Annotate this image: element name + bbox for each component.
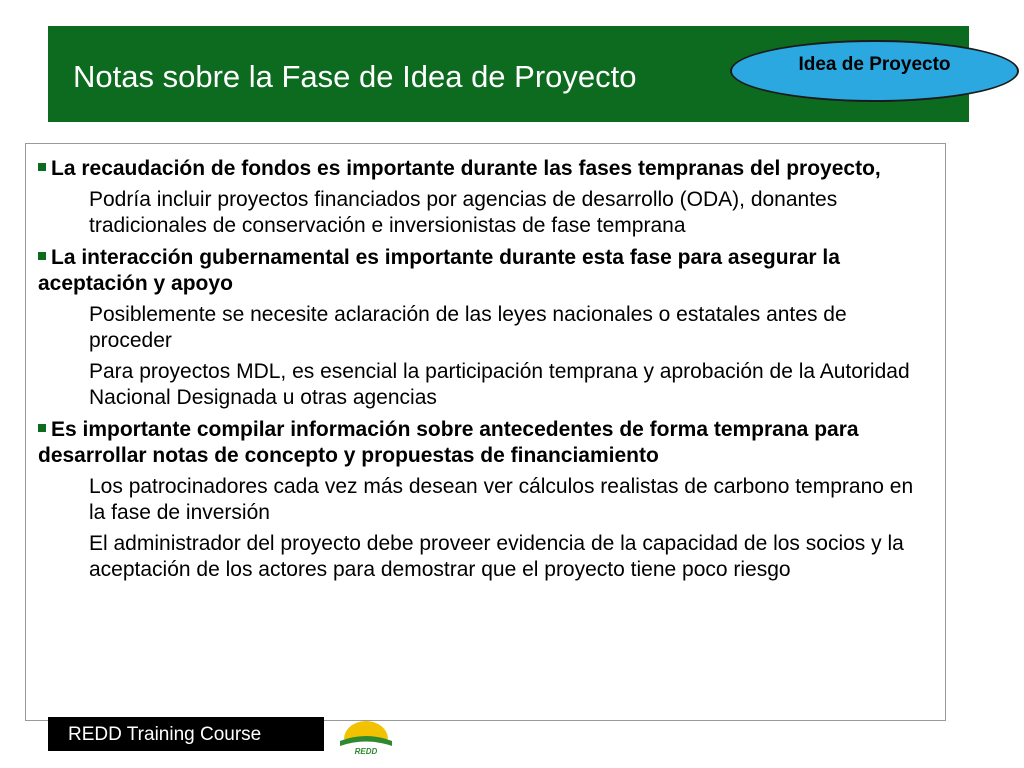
- footer-label: REDD Training Course: [68, 724, 262, 745]
- bullet-item: [38, 417, 933, 469]
- bullet-text: Es importante compilar información sobre antecedentes de forma temprana para desarrollar notas de concepto y propuestas de financiamiento: [38, 418, 859, 467]
- square-bullet-icon: [38, 163, 46, 171]
- bullet-list: [38, 156, 933, 583]
- square-bullet-icon: [38, 424, 46, 432]
- bullet-text: La recaudación de fondos es importante durante las fases tempranas del proyecto,: [51, 157, 881, 180]
- phase-badge-label: Idea de Proyecto: [798, 54, 951, 75]
- sub-item: Podría incluir proyectos financiados por agencias de desarrollo (ODA), donantes tradicionales de conservación e inversionistas de fase temprana: [89, 188, 838, 237]
- sub-item: El administrador del proyecto debe proveer evidencia de la capacidad de los socios y la aceptación de los actores para demostrar que el proyecto tiene poco riesgo: [89, 532, 904, 581]
- footer-bar: [48, 717, 324, 751]
- sub-item: Los patrocinadores cada vez más desean ver cálculos realistas de carbono temprano en la fase de inversión: [89, 475, 914, 524]
- bullet-text: La interacción gubernamental es importante durante esta fase para asegurar la aceptación y apoyo: [38, 246, 840, 295]
- square-bullet-icon: [38, 252, 46, 260]
- slide-title: Notas sobre la Fase de Idea de Proyecto: [73, 59, 637, 94]
- sub-item: Para proyectos MDL, es esencial la participación temprana y aprobación de la Autoridad Nacional Designada u otras agencias: [89, 360, 910, 409]
- bullet-item: [38, 156, 933, 182]
- phase-badge: [730, 40, 1019, 102]
- content-box: [25, 143, 946, 721]
- redd-logo-icon: [338, 717, 394, 757]
- logo-text: REDD: [354, 747, 378, 756]
- sub-item: Posiblemente se necesite aclaración de las leyes nacionales o estatales antes de proceder: [89, 303, 847, 352]
- bullet-item: [38, 245, 933, 297]
